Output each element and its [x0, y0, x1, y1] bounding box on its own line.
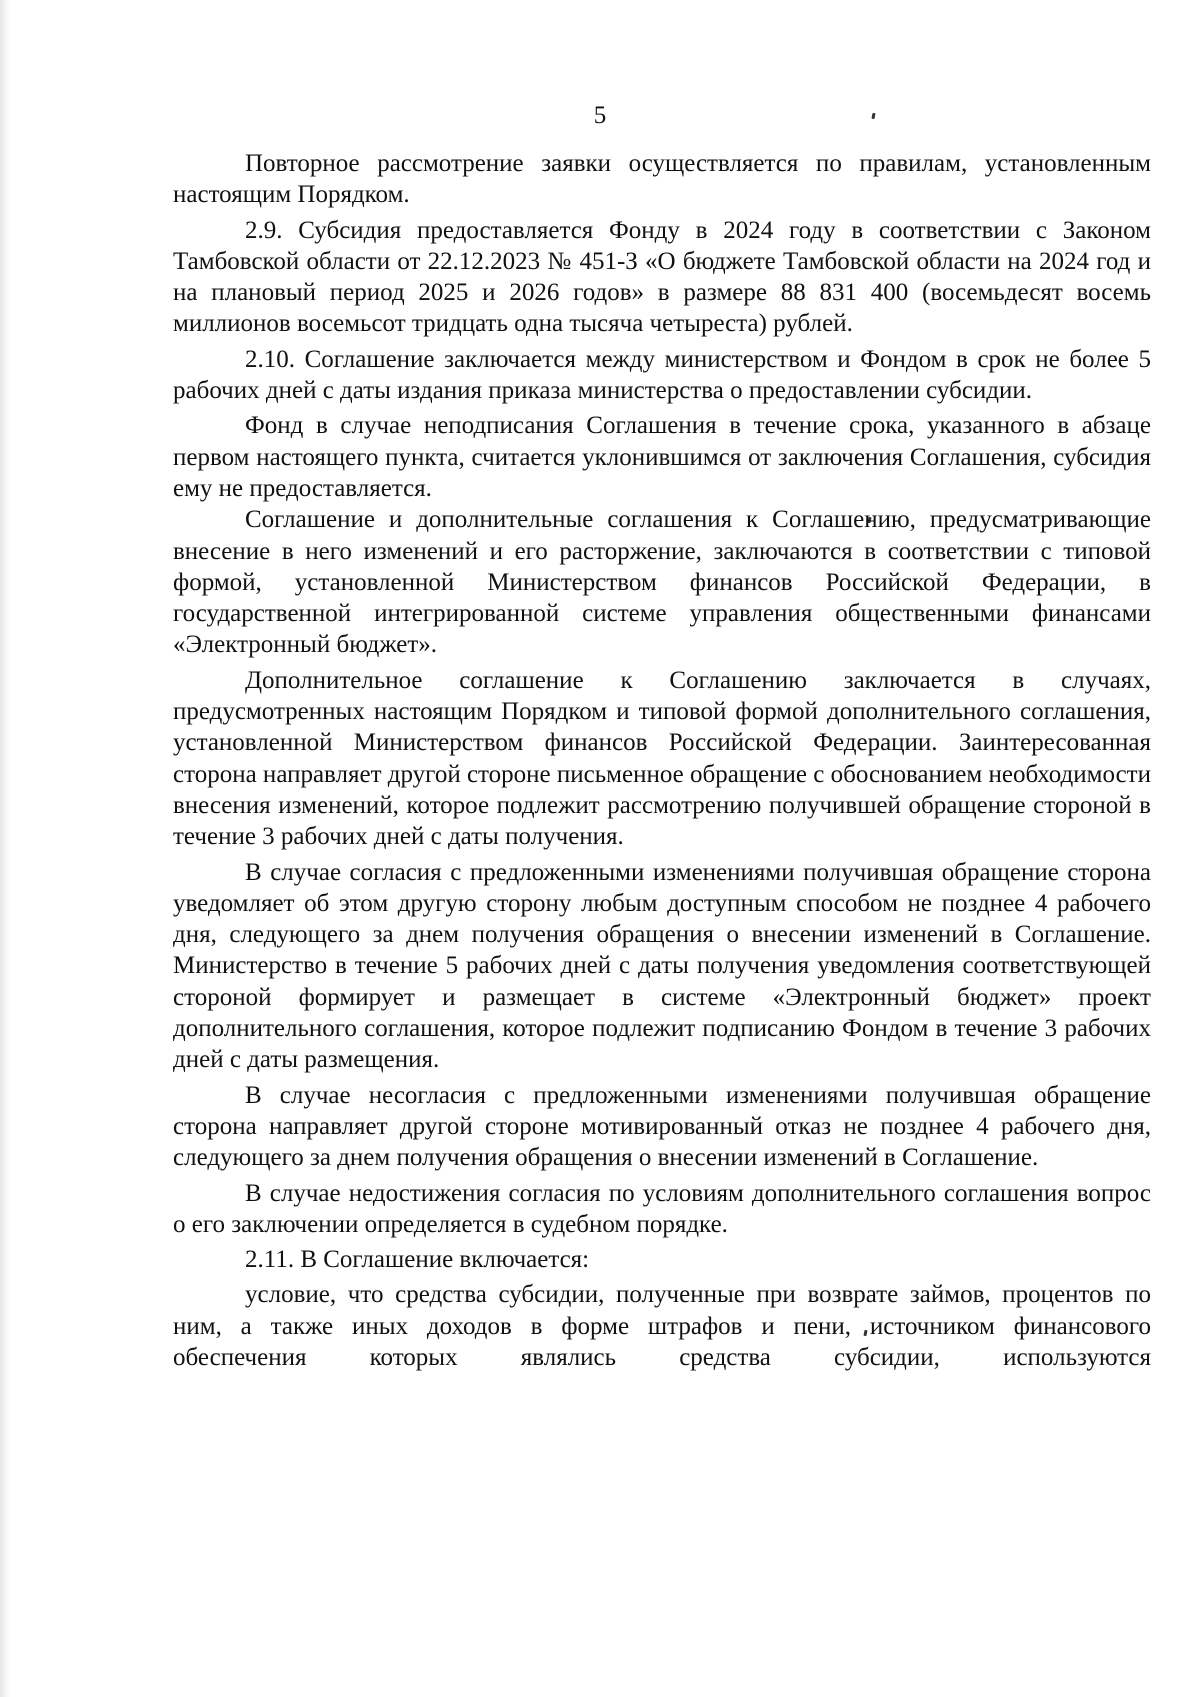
paragraph: В случае согласия с предложенными изменениями получившая обращение сторона уведомляет об этом другую сторону любым доступным способом не позднее 4 рабочего дня, следующего за днем получения обращения о внесении изменений в Соглашение. Министерство в течение 5 рабочих дней с даты получения уведомления соответствующей стороной формирует и размещает в системе «Электронный бюджет» проект дополнительного соглашения, которое подлежит подписанию Фондом в течение 3 рабочих дней с даты размещения.: [173, 858, 1151, 1074]
paragraph: Фонд в случае неподписания Соглашения в течение срока, указанного в абзаце первом настоящего пункта, считается уклонившимся от заключения Соглашения, субсидия ему не предоставляется.: [173, 412, 1151, 502]
scan-edge-shadow: [0, 0, 10, 1697]
paragraph: условие, что средства субсидии, полученные при возврате займов, процентов по ним, а также иных доходов в форме штрафов и пени, источником финансового обеспечения которых являлись средства субсидии, используются: [173, 1281, 1151, 1371]
paragraph: 2.9. Субсидия предоставляется Фонду в 2024 году в соответствии с Законом Тамбовской области от 22.12.2023 № 451-З «О бюджете Тамбовской области на 2024 год и на плановый период 2025 и 2026 годов» в размере 88 831 400 (восемьдесят восемь миллионов восемьсот тридцать одна тысяча четыреста) рублей.: [173, 216, 1151, 338]
paragraph: Дополнительное соглашение к Соглашению заключается в случаях, предусмотренных настоящим Порядком и типовой формой дополнительного соглашения, установленной Министерством финансов Российской Федерации. Заинтересованная сторона направляет другой стороне письменное обращение с обоснованием необходимости внесения изменений, которое подлежит рассмотрению получившей обращение стороной в течение 3 рабочих дней с даты получения.: [173, 666, 1151, 851]
paragraph: 2.11. В Соглашение включается:: [245, 1246, 590, 1274]
paragraph: Соглашение и дополнительные соглашения к Соглашению, предусматривающие внесение в него изменений и его расторжение, заключаются в соответствии с типовой формой, установленной Министерством финансов Российской Федерации, в государственной интегрированной системе управления общественными финансами «Электронный бюджет».: [173, 506, 1151, 659]
paragraph: В случае недостижения согласия по условиям дополнительного соглашения вопрос о его заключении определяется в судебном порядке.: [173, 1179, 1151, 1238]
document-body: [173, 148, 1151, 1373]
paragraph: Повторное рассмотрение заявки осуществляется по правилам, установленным настоящим Порядком.: [173, 150, 1151, 209]
page-number: 5: [593, 102, 607, 129]
paragraph: 2.10. Соглашение заключается между министерством и Фондом в срок не более 5 рабочих дней с даты издания приказа министерства о предоставлении субсидии.: [173, 345, 1151, 405]
paragraph: В случае несогласия с предложенными изменениями получившая обращение сторона направляет другой стороне мотивированный отказ не позднее 4 рабочего дня, следующего за днем получения обращения о внесении изменений в Соглашение.: [173, 1081, 1151, 1172]
